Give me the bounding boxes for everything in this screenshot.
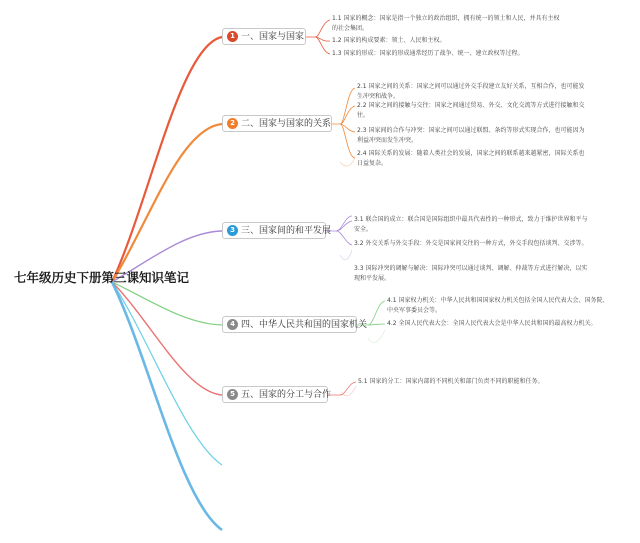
branch-label: 三、国家间的和平发展 (241, 226, 332, 236)
branch-connector-5 (112, 282, 222, 395)
leaf-2-2: 2.2 国家之间的接触与交往：国家之间通过贸易、外交、文化交流等方式进行接触和交往。 (357, 102, 585, 119)
number-badge: 2 (227, 118, 238, 129)
number-badge: 5 (227, 389, 238, 400)
leaf-1-1: 1.1 国家的概念：国家是指一个独立的政治组织，拥有统一的领土和人民，并具有主权的社会集团。 (332, 15, 560, 32)
branch-connector-1 (112, 37, 222, 282)
leaf-tail-5 (342, 386, 356, 396)
leaf-3-3: 3.3 国际冲突的调解与解决：国际冲突可以通过谈判、调解、仲裁等方式进行解决，以实现和平发展。 (354, 265, 588, 282)
branch-node-5[interactable] (222, 386, 332, 403)
branch-node-2[interactable] (222, 115, 332, 132)
branch-node-1[interactable] (222, 28, 306, 45)
leaf-connector-group-1 (306, 20, 330, 54)
leaf-3-1: 3.1 联合国的成立：联合国是国际组织中最具代表性的一种形式，致力于维护世界和平与安全。 (354, 216, 588, 233)
leaf-1-3: 1.3 国家的形成：国家的形成通常经历了战争、统一、建立政权等过程。 (332, 50, 524, 57)
branch-label: 二、国家与国家的关系 (241, 119, 332, 129)
number-badge: 3 (227, 225, 238, 236)
leaf-connector-group-2 (332, 88, 355, 158)
leaf-tail-2 (340, 158, 355, 166)
branch-label: 一、国家与国家 (241, 32, 305, 42)
leaf-3-2: 3.2 外交关系与外交手段：外交是国家间交往的一种方式，外交手段包括谈判、交涉等。 (354, 240, 588, 247)
branch-node-4[interactable] (222, 316, 368, 333)
leaf-2-3: 2.3 国家间的合作与冲突：国家之间可以通过联盟、条约等形式实现合作，也可能因为利益冲突而发生冲突。 (357, 127, 585, 144)
branch-connector-7 (112, 282, 222, 530)
leaf-tail-3 (340, 250, 352, 260)
leaf-5-1: 5.1 国家的分工：国家内部的不同机关和部门负责不同的职能和任务。 (358, 378, 544, 385)
branch-label: 四、中华人民共和国的国家机关 (241, 320, 368, 330)
leaf-2-4: 2.4 国际关系的发展：随着人类社会的发展，国家之间的联系越来越紧密，国际关系也日益复杂。 (357, 150, 585, 167)
leaf-1-2: 1.2 国家的构成要素：领土、人民和主权。 (332, 37, 446, 44)
leaf-tail-4 (368, 330, 385, 343)
branch-connector-2 (112, 124, 222, 282)
number-badge: 4 (227, 319, 238, 330)
leaf-4-1: 4.1 国家权力机关：中华人民共和国国家权力机关包括全国人民代表大会、国务院、中央军事委员会等。 (387, 297, 609, 314)
branch-node-3[interactable] (222, 222, 332, 239)
branch-label: 五、国家的分工与合作 (241, 390, 332, 400)
root-topic[interactable]: 七年级历史下册第三课知识笔记 (14, 270, 190, 285)
leaf-4-2: 4.2 全国人民代表大会：全国人民代表大会是中华人民共和国的最高权力机关。 (387, 320, 597, 327)
leaf-2-1: 2.1 国家之间的关系：国家之间可以通过外交手段建立友好关系，互相合作，也可能发生冲突和战争。 (357, 83, 585, 100)
number-badge: 1 (227, 31, 238, 42)
